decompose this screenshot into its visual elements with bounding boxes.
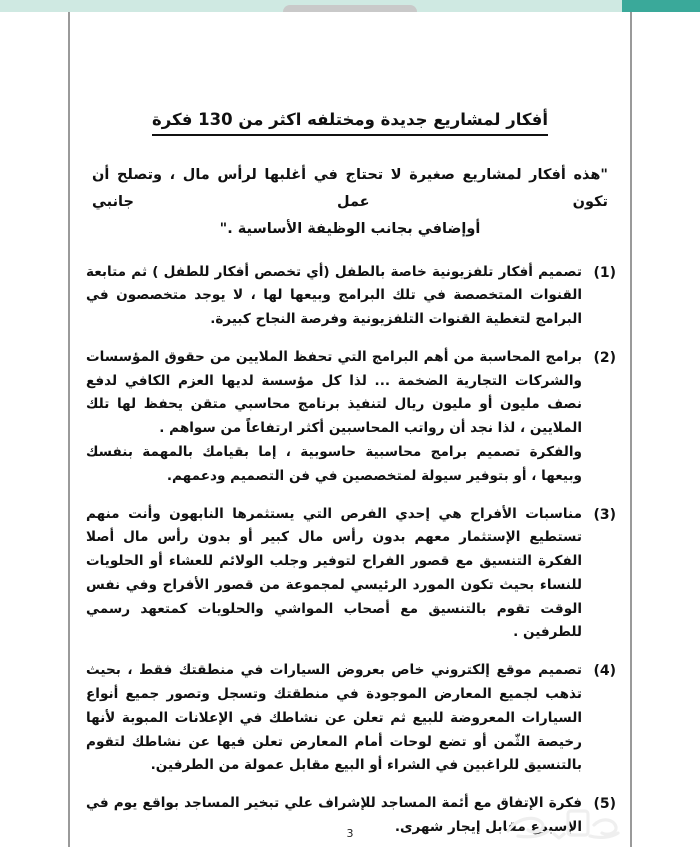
subtitle-line-1: "هذه أفكار لمشاريع صغيرة لا تحتاج في أغلبها لرأس مال ، وتصلح أن تكون عمل جانبي [92, 167, 608, 210]
list-item [82, 346, 618, 489]
list-item-text [82, 261, 582, 332]
list-item-number: (1) [593, 264, 616, 281]
list-item-text [82, 346, 582, 489]
list-item-number: (2) [593, 349, 616, 366]
list-item-number: (5) [593, 796, 616, 813]
document-body [70, 12, 630, 854]
page-title-text: أفكار لمشاريع جديدة ومختلفه اكثر من 130 فكرة [152, 108, 548, 136]
document-page [70, 12, 630, 847]
list-item-number: (4) [593, 663, 616, 680]
list-item-paragraph: تصميم أفكار تلفزيونية خاصة بالطفل (أي تخصص أفكار للطفل ) ثم متابعة القنوات المتخصصة في تلك البرامج وبيعها لها ، لا يوجد متخصصون في البرامج لتغطية القنوات التلفزيونية وفرصة النجاح كبيرة. [86, 263, 582, 328]
list-item [82, 659, 618, 778]
page-title [82, 12, 618, 136]
list-item-number: (3) [593, 506, 616, 523]
viewer-topbar-accent [622, 0, 700, 12]
list-item [82, 261, 618, 332]
list-item-paragraph: برامج المحاسبة من أهم البرامج التي تحفظ الملايين من حقوق المؤسسات والشركات التجارية الضخمة ... لذا كل مؤسسة لديها العزم الكافي لدفع نصف مليون أو مليون ريال لتنفيذ برنامج محاسبي متقن يحفظ لها تلك الملايين ، لذا نجد أن رواتب المحاسبين أكثر ارتفاعاً من سواهم . [86, 348, 582, 437]
page-edge-rule-right [630, 12, 632, 847]
list-item-text [82, 659, 582, 778]
list-item-paragraph: تصميم موقع إلكتروني خاص بعروض السيارات في منطقتك فقط ، بحيث تذهب لجميع المعارض الموجودة في منطقتك وتسجل وتصور جميع أنواع السيارات المعروضة للبيع ثم تعلن عن نشاطك في الإعلانات المبوبة لأنها رخيصة الثّمن أو تضع لوحات أمام المعارض تعلن فيها عن نشاطك لتقوم بالتنسيق للراغبين في الشراء أو البيع مقابل عمولة من الطرفين. [86, 662, 582, 774]
list-item [82, 503, 618, 646]
list-item-paragraph: والفكرة تصميم برامج محاسبية حاسوبية ، إما بقيامك بالمهمة بنفسك وبيعها ، أو بتوفير سيولة لمتخصصين في فن التصميم ودعمهم. [86, 444, 582, 484]
document-subtitle [82, 136, 618, 242]
page-number: 3 [346, 827, 354, 840]
list-item-paragraph: مناسبات الأفراح هي إحدي الفرص التي يستثمرها النابهون وأنت منهم تستطيع الإستثمار معهم بدون رأس مال كبير أو بدون رأس مال أصلا الفكرة التنسيق مع قصور الفراح لتوفير وجلب الولائم للعشاء أو الحلويات للنساء بحيث تكون المورد الرئيسي لمجموعة من قصور الأفراح وفي نفس الوقت تقوم بالتنسيق مع أصحاب المواشي والحلويات كمتعهد رسمي للطرفين . [86, 505, 582, 641]
list-item-text [82, 503, 582, 646]
idea-list [82, 243, 618, 840]
list-item-paragraph: فكرة الإتفاق مع أئمة المساجد للإشراف علي تبخير المساجد بواقع يوم في الإسبوع مقابل إيجار شهرى. [86, 795, 582, 835]
subtitle-line-2: أوإضافي بجانب الوظيفة الأساسية ." [219, 220, 481, 237]
